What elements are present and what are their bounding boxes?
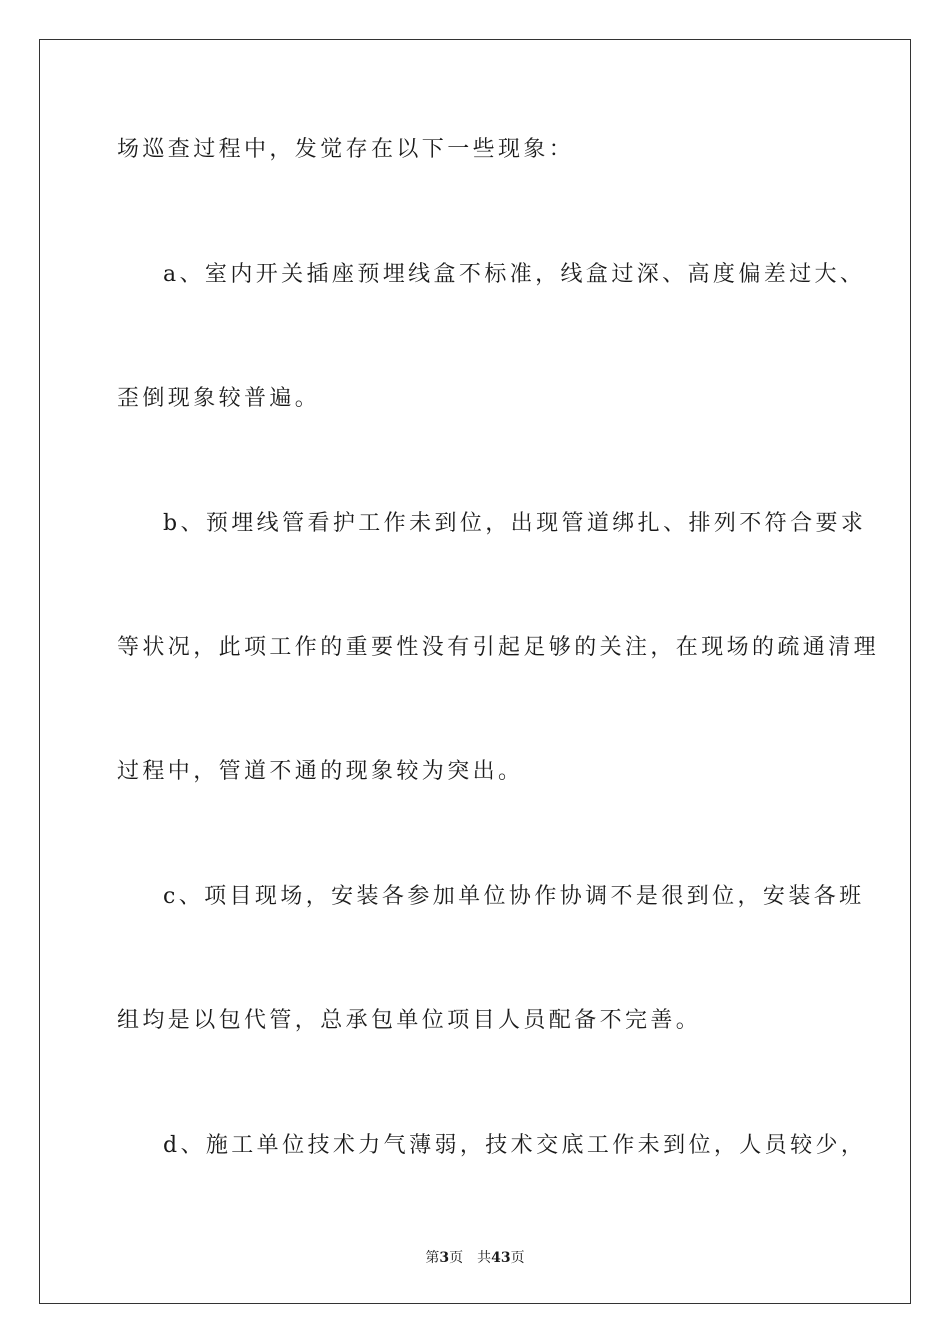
- total-prefix: 共: [477, 1250, 492, 1266]
- page-prefix: 第: [425, 1250, 440, 1266]
- paragraph-line-6: 过程中，管道不通的现象较为突出。: [117, 759, 524, 784]
- paragraph-line-5: 等状况，此项工作的重要性没有引起足够的关注，在现场的疏通清理: [117, 635, 880, 660]
- page-number: 3: [439, 1250, 450, 1266]
- paragraph-line-1: 场巡查过程中，发觉存在以下一些现象：: [117, 137, 575, 162]
- page-suffix: 页: [449, 1250, 464, 1266]
- paragraph-line-3: 歪倒现象较普遍。: [117, 386, 321, 411]
- page-border: [39, 39, 911, 1304]
- total-suffix: 页: [510, 1250, 525, 1266]
- paragraph-line-9: d、施工单位技术力气薄弱，技术交底工作未到位，人员较少，: [163, 1133, 867, 1158]
- paragraph-line-8: 组均是以包代管，总承包单位项目人员配备不完善。: [117, 1008, 702, 1033]
- page-footer: [0, 1249, 950, 1267]
- paragraph-line-7: c、项目现场，安装各参加单位协作协调不是很到位，安装各班: [163, 884, 865, 909]
- paragraph-line-2: a、室内开关插座预埋线盒不标准，线盒过深、高度偏差过大、: [163, 262, 866, 287]
- total-pages: 43: [491, 1250, 511, 1266]
- paragraph-line-4: b、预埋线管看护工作未到位，出现管道绑扎、排列不符合要求: [163, 511, 867, 536]
